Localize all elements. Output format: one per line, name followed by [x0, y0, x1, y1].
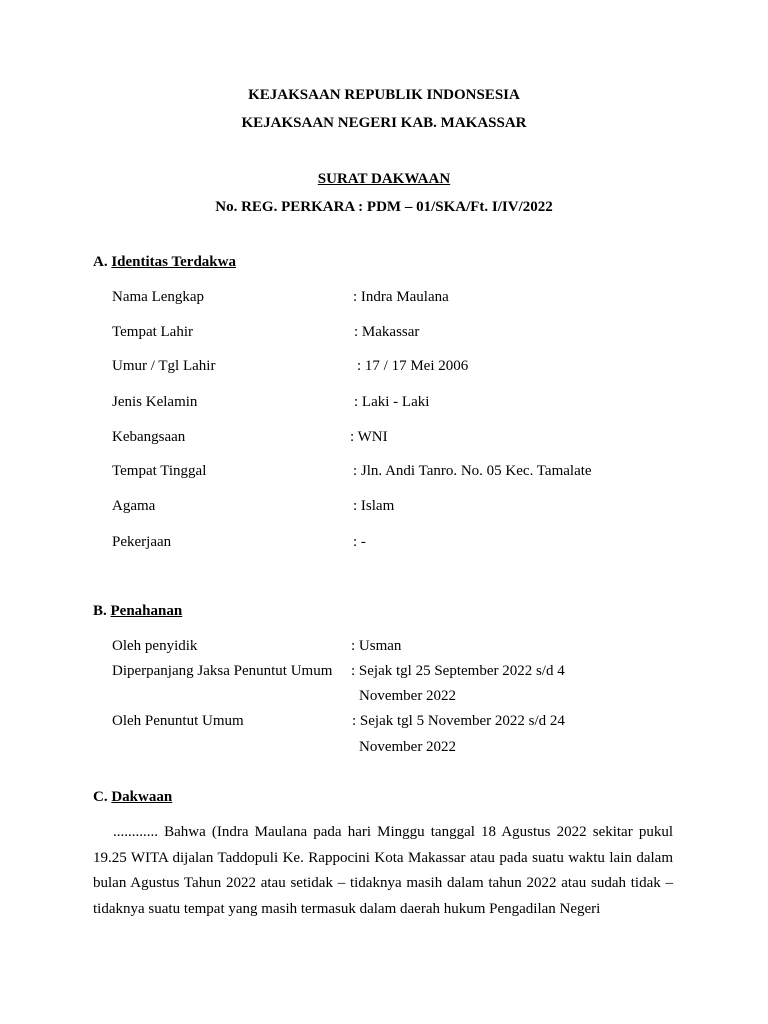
field-value: : - [353, 534, 366, 550]
field-value: : Indra Maulana [353, 289, 449, 305]
field-value: : Sejak tgl 5 November 2022 s/d 24 [352, 713, 565, 729]
field-value: : Sejak tgl 25 September 2022 s/d 4 [351, 663, 565, 679]
institution-line-2: KEJAKSAAN NEGERI KAB. MAKASSAR [241, 115, 527, 131]
field-value: : WNI [350, 429, 388, 445]
field-label: Diperpanjang Jaksa Penuntut Umum [112, 663, 333, 679]
registration-number: No. REG. PERKARA : PDM – 01/SKA/Ft. I/IV/2022 [215, 199, 553, 215]
field-label: Agama [112, 498, 156, 514]
field-value: : Laki - Laki [354, 394, 430, 410]
field-value: : Jln. Andi Tanro. No. 05 Kec. Tamalate [353, 463, 592, 479]
institution-line-1: KEJAKSAAN REPUBLIK INDONSESIA [248, 87, 520, 103]
indictment-paragraph: ............ Bahwa (Indra Maulana pada hari Minggu tanggal 18 Agustus 2022 sekitar pukul 19.25 WITA dijalan Taddopuli Ke. Rappocini Kota Makassar atau pada suatu waktu lain dalam bulan Agustus Tahun 2022 atau setidak – tidaknya masih dalam tahun 2022 atau sudah tidak – tidaknya suatu tempat yang masih termasuk dalam daerah hukum Pengadilan Negeri [93, 824, 673, 917]
section-c-letter: C. [93, 789, 108, 805]
document-title-text: SURAT DAKWAAN [317, 171, 451, 187]
field-label: Tempat Tinggal [112, 463, 207, 479]
field-label: Nama Lengkap [112, 289, 205, 305]
section-c-title: Dakwaan [111, 789, 173, 805]
section-b-title: Penahanan [110, 603, 183, 619]
field-label: Pekerjaan [112, 534, 172, 550]
field-value: : 17 / 17 Mei 2006 [357, 358, 469, 374]
section-b-letter: B. [93, 603, 107, 619]
field-value: : Islam [353, 498, 395, 514]
field-value: : Makassar [354, 324, 420, 340]
field-label: Jenis Kelamin [112, 394, 198, 410]
field-value-continued: November 2022 [359, 739, 457, 755]
document-title [0, 171, 768, 188]
section-b-heading [93, 603, 182, 620]
section-a-title: Identitas Terdakwa [111, 254, 236, 270]
field-label: Oleh penyidik [112, 638, 198, 654]
section-a-heading [93, 254, 236, 271]
field-value: : Usman [351, 638, 402, 654]
field-label: Oleh Penuntut Umum [112, 713, 244, 729]
section-c-heading [93, 789, 172, 806]
field-label: Kebangsaan [112, 429, 186, 445]
section-a-letter: A. [93, 254, 108, 270]
field-label: Umur / Tgl Lahir [112, 358, 216, 374]
field-label: Tempat Lahir [112, 324, 193, 340]
field-value-continued: November 2022 [359, 688, 457, 704]
